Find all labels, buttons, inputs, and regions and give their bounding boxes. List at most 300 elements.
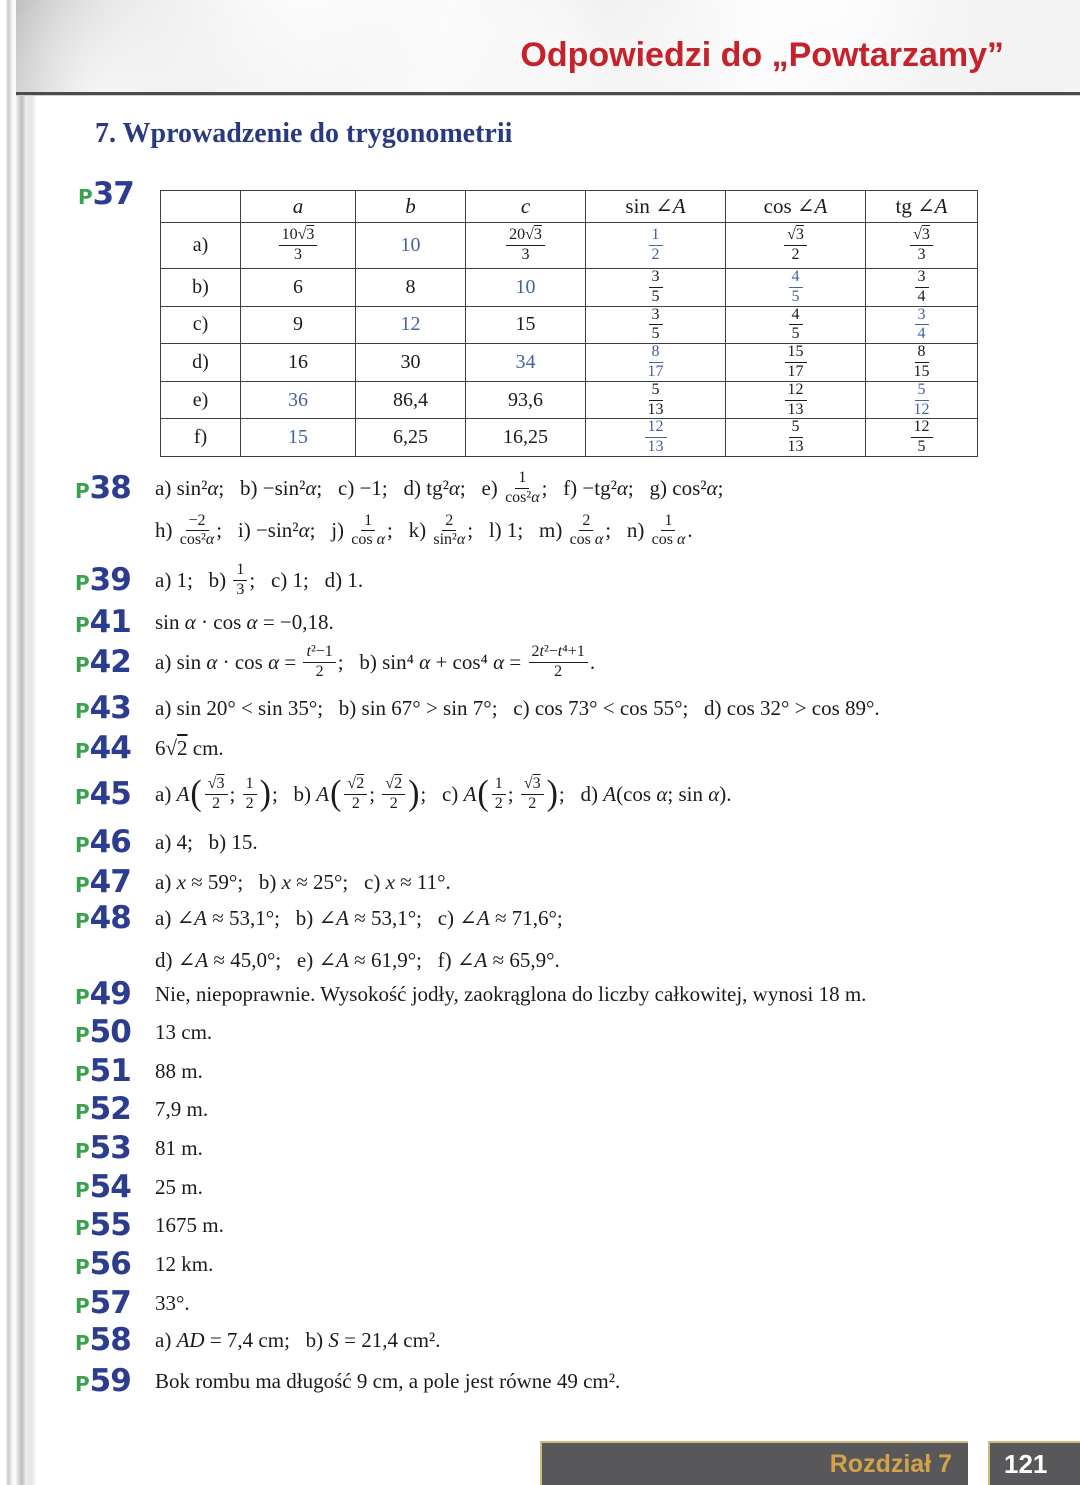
text-segment: ; b) A — [271, 781, 330, 806]
answer-text — [155, 604, 334, 640]
exercise-label-number: 37 — [92, 176, 134, 212]
fraction-numerator: 12 — [645, 419, 667, 438]
cell-value: 34 — [515, 350, 536, 373]
answer-label-number: 43 — [89, 690, 131, 726]
cell-value: 6 — [293, 275, 303, 298]
answer-item-p45 — [75, 776, 1044, 815]
fraction-numerator: 5 — [915, 382, 929, 401]
text-segment: . — [589, 649, 596, 674]
text-segment: ; d) A(cos α; sin α). — [558, 781, 732, 806]
answer-line — [155, 1053, 203, 1089]
p37-answer-table — [160, 190, 978, 457]
answer-item-p53 — [75, 1130, 1044, 1169]
fraction — [910, 227, 933, 264]
fraction — [914, 382, 930, 419]
fraction-numerator: 5 — [789, 419, 803, 438]
text-segment: d) ∠A ≈ 45,0°; e) ∠A ≈ 61,9°; f) ∠A ≈ 65,9°. — [155, 947, 560, 972]
answer-line — [155, 513, 723, 550]
column-header: cos ∠A — [726, 191, 866, 223]
answer-label-prefix: P — [75, 1100, 90, 1124]
answer-label-prefix: P — [75, 985, 90, 1009]
answer-text — [155, 470, 723, 549]
column-header: a — [241, 191, 356, 223]
table-row — [161, 344, 978, 382]
answer-label — [75, 1207, 155, 1246]
table-cell — [866, 344, 978, 382]
fraction-denominator: 12 — [913, 400, 930, 418]
answer-text — [155, 1207, 224, 1243]
table-cell — [586, 223, 726, 269]
answer-line — [155, 562, 363, 599]
cell-value: 6,25 — [393, 426, 428, 449]
cell-value: 10 — [400, 234, 421, 256]
text-segment: a) 1; b) — [155, 567, 232, 592]
table-cell — [356, 223, 466, 269]
answer-line — [155, 776, 731, 813]
answer-label — [75, 1285, 155, 1324]
answer-item-p47 — [75, 864, 1044, 903]
fraction — [784, 227, 807, 264]
fraction-numerator: 2t²−t⁴+1 — [529, 644, 588, 663]
answer-label-number: 58 — [89, 1322, 131, 1358]
text-segment: ; — [229, 781, 241, 806]
answer-label — [75, 976, 155, 1015]
cell-value: 8 — [405, 275, 416, 298]
answer-label — [75, 824, 155, 863]
fraction — [649, 269, 663, 306]
fraction-denominator: 2 — [212, 794, 221, 812]
radicand: 2 — [356, 775, 365, 792]
radicand: 3 — [921, 226, 930, 244]
table-cell — [241, 306, 356, 344]
column-header: c — [466, 191, 586, 223]
answer-label-prefix: P — [75, 1062, 90, 1086]
answer-item-p59 — [75, 1363, 1044, 1402]
cell-value: 30 — [400, 350, 421, 373]
answer-label-prefix: P — [75, 1372, 90, 1396]
column-header — [161, 191, 241, 223]
fraction-denominator: 5 — [651, 325, 660, 343]
fraction-numerator: 2 — [579, 513, 593, 532]
answer-label-prefix: P — [75, 699, 90, 723]
answer-label-prefix: P — [75, 653, 90, 677]
page-edge-decoration — [0, 0, 36, 1485]
table-cell — [356, 344, 466, 382]
fraction — [915, 307, 929, 344]
answer-label — [75, 470, 155, 509]
fraction-denominator: 2 — [791, 246, 800, 263]
fraction — [914, 344, 930, 381]
fraction — [279, 227, 318, 264]
answer-line — [155, 824, 258, 860]
fraction-denominator: 3 — [236, 580, 245, 598]
table-row — [161, 381, 978, 419]
fraction-numerator: 3 — [915, 269, 929, 288]
answer-label-number: 54 — [89, 1169, 131, 1205]
fraction-denominator: 5 — [651, 287, 660, 305]
answer-label — [75, 776, 155, 815]
answer-label-prefix: P — [75, 1023, 90, 1047]
answer-label — [75, 1130, 155, 1169]
fraction-numerator: 12 — [911, 419, 933, 438]
column-header: b — [356, 191, 466, 223]
answer-text — [155, 824, 258, 860]
text-segment: 12 km. — [155, 1251, 214, 1276]
text-segment: 6√2 cm. — [155, 735, 224, 760]
answer-label-number: 42 — [89, 644, 131, 680]
fraction-denominator: 2 — [315, 662, 324, 680]
text-segment: a) sin²α; b) −sin²α; c) −1; d) tg²α; e) — [155, 475, 504, 500]
fraction-denominator: 2 — [528, 794, 537, 812]
answer-line — [155, 1091, 208, 1127]
answer-label — [75, 730, 155, 769]
fraction — [303, 644, 335, 681]
fraction — [529, 644, 588, 681]
cell-value: 36 — [288, 388, 308, 411]
fraction-numerator: t²−1 — [303, 644, 335, 663]
answer-label-prefix: P — [75, 785, 90, 809]
text-segment: ; — [369, 781, 381, 806]
footer-chapter-bar — [540, 1441, 968, 1485]
text-segment: a) 4; b) 15. — [155, 829, 258, 854]
fraction-numerator: 3 — [649, 269, 663, 288]
exercise-label-p37 — [78, 176, 134, 215]
text-segment: 1675 m. — [155, 1212, 224, 1237]
cell-value: 10 — [515, 275, 536, 298]
text-segment: Nie, niepoprawnie. Wysokość jodły, zaokrąglona do liczby całkowitej, wynosi 18 m. — [155, 981, 867, 1006]
answer-label-prefix: P — [75, 1178, 90, 1202]
fraction-denominator: 17 — [647, 362, 664, 380]
answer-line — [155, 1207, 224, 1243]
answer-text — [155, 776, 731, 813]
answer-label-prefix: P — [75, 613, 90, 637]
answer-label-number: 49 — [89, 976, 131, 1012]
table-cell — [866, 381, 978, 419]
answer-label-number: 45 — [89, 776, 131, 812]
fraction-numerator: 3 — [915, 307, 929, 326]
answer-label — [75, 562, 155, 601]
chapter-label: Rozdział 7 — [829, 1449, 952, 1478]
table-cell — [241, 419, 356, 457]
page-title: Odpowiedzi do „Powtarzamy” — [520, 36, 1004, 74]
answer-line — [155, 864, 451, 900]
fraction-denominator: 13 — [787, 438, 804, 456]
text-segment: 88 m. — [155, 1058, 203, 1083]
table-row — [161, 419, 978, 457]
fraction-numerator: √3 — [784, 227, 807, 246]
fraction-denominator: 3 — [521, 246, 530, 263]
table-cell — [466, 381, 586, 419]
radicand: 2 — [394, 775, 403, 792]
row-label: f) — [161, 419, 241, 457]
fraction — [652, 513, 686, 550]
answer-label — [75, 690, 155, 729]
answer-label-number: 38 — [89, 470, 131, 506]
answer-item-p43 — [75, 690, 1044, 729]
cell-value: 93,6 — [508, 388, 543, 411]
fraction-denominator: 2 — [554, 662, 563, 680]
fraction-numerator: 4 — [789, 269, 803, 288]
table-row — [161, 223, 978, 269]
table-header-row — [161, 191, 978, 223]
cell-value: 16 — [288, 350, 308, 373]
radicand: 3 — [532, 775, 541, 792]
answer-text — [155, 644, 595, 681]
table-cell — [726, 269, 866, 307]
row-label: a) — [161, 223, 241, 269]
table-cell — [726, 419, 866, 457]
big-paren: ) — [408, 774, 420, 814]
fraction-denominator: 3 — [294, 246, 302, 263]
fraction-denominator: 2 — [494, 794, 503, 812]
text-segment: ; — [507, 781, 519, 806]
big-paren: ( — [190, 774, 202, 814]
fraction-numerator: 12 — [785, 382, 807, 401]
text-segment: 33°. — [155, 1290, 190, 1315]
text-segment: 25 m. — [155, 1174, 203, 1199]
fraction-numerator: 1 — [492, 776, 506, 795]
answer-text — [155, 1130, 203, 1166]
fraction-denominator: 17 — [787, 362, 804, 380]
fraction — [911, 419, 933, 456]
column-header: tg ∠A — [866, 191, 978, 223]
answer-text — [155, 900, 563, 978]
text-segment: ; k) — [387, 518, 432, 543]
table-cell — [466, 419, 586, 457]
answer-label — [75, 1091, 155, 1130]
answer-label-number: 56 — [89, 1246, 131, 1282]
fraction-denominator: 15 — [913, 362, 930, 380]
table-cell — [466, 306, 586, 344]
table-cell — [866, 306, 978, 344]
answer-label-prefix: P — [75, 1294, 90, 1318]
answer-item-p48 — [75, 900, 1044, 978]
table-cell — [241, 269, 356, 307]
answer-text — [155, 1091, 208, 1127]
big-paren: ) — [546, 774, 558, 814]
answer-label-prefix: P — [75, 1139, 90, 1163]
fraction-numerator: 8 — [649, 344, 663, 363]
answer-line — [155, 730, 224, 766]
answer-label-prefix: P — [75, 479, 90, 503]
answer-text — [155, 976, 866, 1012]
fraction-denominator: 3 — [917, 246, 926, 263]
text-segment: 13 cm. — [155, 1019, 213, 1044]
answer-label-prefix: P — [75, 909, 90, 933]
answer-label-number: 44 — [89, 730, 131, 766]
text-segment: ; l) 1; m) — [467, 518, 568, 543]
fraction-numerator: √2 — [344, 776, 367, 795]
radicand: 3 — [306, 226, 315, 244]
answer-label-number: 47 — [89, 864, 131, 900]
answer-item-p49 — [75, 976, 1044, 1015]
answer-text — [155, 1053, 203, 1089]
fraction-denominator: cos α — [569, 531, 604, 549]
fraction-numerator: 20√3 — [506, 227, 545, 246]
table-cell — [356, 306, 466, 344]
answer-line — [155, 1363, 620, 1399]
fraction-denominator: 4 — [917, 287, 926, 305]
answer-item-p51 — [75, 1053, 1044, 1092]
fraction-denominator: 2 — [389, 794, 398, 812]
answer-label-number: 39 — [89, 562, 131, 598]
table-cell — [241, 223, 356, 269]
text-segment: 81 m. — [155, 1135, 203, 1160]
fraction — [243, 776, 257, 813]
answer-label-prefix: P — [75, 1255, 90, 1279]
answer-item-p39 — [75, 562, 1044, 601]
fraction — [351, 513, 385, 550]
fraction-numerator: −2 — [186, 513, 209, 532]
fraction — [788, 419, 804, 456]
answer-line — [155, 1246, 213, 1282]
answer-label — [75, 864, 155, 903]
fraction-denominator: sin²α — [433, 531, 466, 549]
text-segment: ; f) −tg²α; g) cos²α; — [541, 475, 724, 500]
cell-value: 12 — [400, 313, 421, 336]
answer-text — [155, 1363, 620, 1399]
fraction-numerator: √3 — [521, 776, 544, 795]
fraction — [648, 382, 664, 419]
table-cell — [586, 269, 726, 307]
answer-line — [155, 900, 563, 936]
radicand: 3 — [533, 226, 542, 244]
answer-item-p56 — [75, 1246, 1044, 1285]
fraction — [649, 307, 663, 344]
fraction — [915, 269, 929, 306]
answer-item-p54 — [75, 1169, 1044, 1208]
radicand: 2 — [177, 735, 188, 760]
answer-text — [155, 1246, 213, 1282]
answer-text — [155, 1169, 203, 1205]
text-segment: a) A — [155, 781, 190, 806]
answer-label-prefix: P — [75, 739, 90, 763]
answer-line — [155, 942, 563, 978]
table-row — [161, 306, 978, 344]
answer-label-prefix: P — [75, 1331, 90, 1355]
text-segment: ; i) −sin²α; j) — [216, 518, 350, 543]
fraction — [789, 269, 803, 306]
table-cell — [726, 344, 866, 382]
answer-label-number: 59 — [89, 1363, 131, 1399]
text-segment: a) sin α · cos α = — [155, 649, 302, 674]
answer-item-p52 — [75, 1091, 1044, 1130]
answer-label — [75, 644, 155, 683]
answer-label-prefix: P — [75, 571, 90, 595]
answer-label — [75, 900, 155, 939]
answer-label-number: 55 — [89, 1207, 131, 1243]
fraction-numerator: 1 — [649, 227, 663, 246]
text-segment: h) — [155, 518, 178, 543]
answer-label-number: 41 — [89, 604, 131, 640]
answer-label-number: 50 — [89, 1014, 131, 1050]
answer-line — [155, 1285, 190, 1321]
answer-label-number: 46 — [89, 824, 131, 860]
fraction-numerator: √2 — [382, 776, 405, 795]
answer-label-number: 48 — [89, 900, 131, 936]
fraction-denominator: cos α — [351, 531, 386, 549]
fraction — [205, 776, 228, 813]
answer-label-prefix: P — [75, 833, 90, 857]
fraction-denominator: 13 — [647, 400, 664, 418]
cell-value: 16,25 — [503, 426, 548, 449]
text-segment: Bok rombu ma długość 9 cm, a pole jest równe 49 cm². — [155, 1368, 621, 1393]
fraction — [789, 307, 803, 344]
text-segment: ; c) A — [420, 781, 477, 806]
fraction-denominator: 13 — [787, 400, 804, 418]
text-segment: a) ∠A ≈ 53,1°; b) ∠A ≈ 53,1°; c) ∠A ≈ 71,6°; — [155, 905, 563, 930]
text-segment: a) x ≈ 59°; b) x ≈ 25°; c) x ≈ 11°. — [155, 869, 451, 894]
fraction-numerator: 1 — [361, 513, 375, 532]
text-segment: . — [687, 518, 693, 543]
answer-label — [75, 1363, 155, 1402]
table-cell — [726, 381, 866, 419]
answer-text — [155, 1014, 212, 1050]
row-label: b) — [161, 269, 241, 307]
answer-text — [155, 1285, 190, 1321]
answer-line — [155, 1130, 203, 1166]
row-label: d) — [161, 344, 241, 382]
table-cell — [866, 223, 978, 269]
answer-label — [75, 1322, 155, 1361]
fraction — [570, 513, 604, 550]
footer-page-box — [988, 1441, 1080, 1485]
fraction-denominator: 5 — [791, 325, 800, 343]
fraction-numerator: 8 — [915, 344, 929, 363]
big-paren: ( — [330, 774, 342, 814]
fraction — [505, 470, 540, 507]
answer-item-p50 — [75, 1014, 1044, 1053]
fraction — [433, 513, 465, 550]
section-title: 7. Wprowadzenie do trygonometrii — [95, 118, 513, 149]
answer-label — [75, 1014, 155, 1053]
text-segment: sin α · cos α = −0,18. — [155, 609, 334, 634]
fraction — [506, 227, 545, 264]
fraction — [492, 776, 506, 813]
fraction-denominator: cos α — [651, 531, 686, 549]
text-segment: a) AD = 7,4 cm; b) S = 21,4 cm². — [155, 1327, 441, 1352]
text-segment: 7,9 m. — [155, 1096, 209, 1121]
answer-label-number: 51 — [89, 1053, 131, 1089]
fraction-numerator: 1 — [515, 470, 529, 489]
table-cell — [586, 344, 726, 382]
row-label: c) — [161, 306, 241, 344]
answer-item-p46 — [75, 824, 1044, 863]
fraction-denominator: 13 — [647, 438, 664, 456]
answer-label-prefix: P — [75, 1216, 90, 1240]
fraction-numerator: 1 — [243, 776, 257, 795]
table-row — [161, 269, 978, 307]
radicand: 3 — [216, 775, 225, 792]
answer-item-p41 — [75, 604, 1044, 643]
answer-text — [155, 690, 880, 726]
fraction-denominator: 5 — [917, 438, 926, 456]
answer-item-p55 — [75, 1207, 1044, 1246]
table-cell — [586, 306, 726, 344]
fraction-numerator: √3 — [910, 227, 933, 246]
answer-text — [155, 1322, 440, 1358]
fraction — [649, 227, 663, 264]
table-cell — [866, 419, 978, 457]
answer-line — [155, 976, 866, 1012]
text-segment: ; n) — [605, 518, 650, 543]
table-cell — [356, 419, 466, 457]
text-segment: ; c) 1; d) 1. — [249, 567, 364, 592]
fraction-denominator: 4 — [917, 325, 926, 343]
answer-line — [155, 690, 880, 726]
answer-label — [75, 1053, 155, 1092]
answer-line — [155, 1322, 440, 1358]
